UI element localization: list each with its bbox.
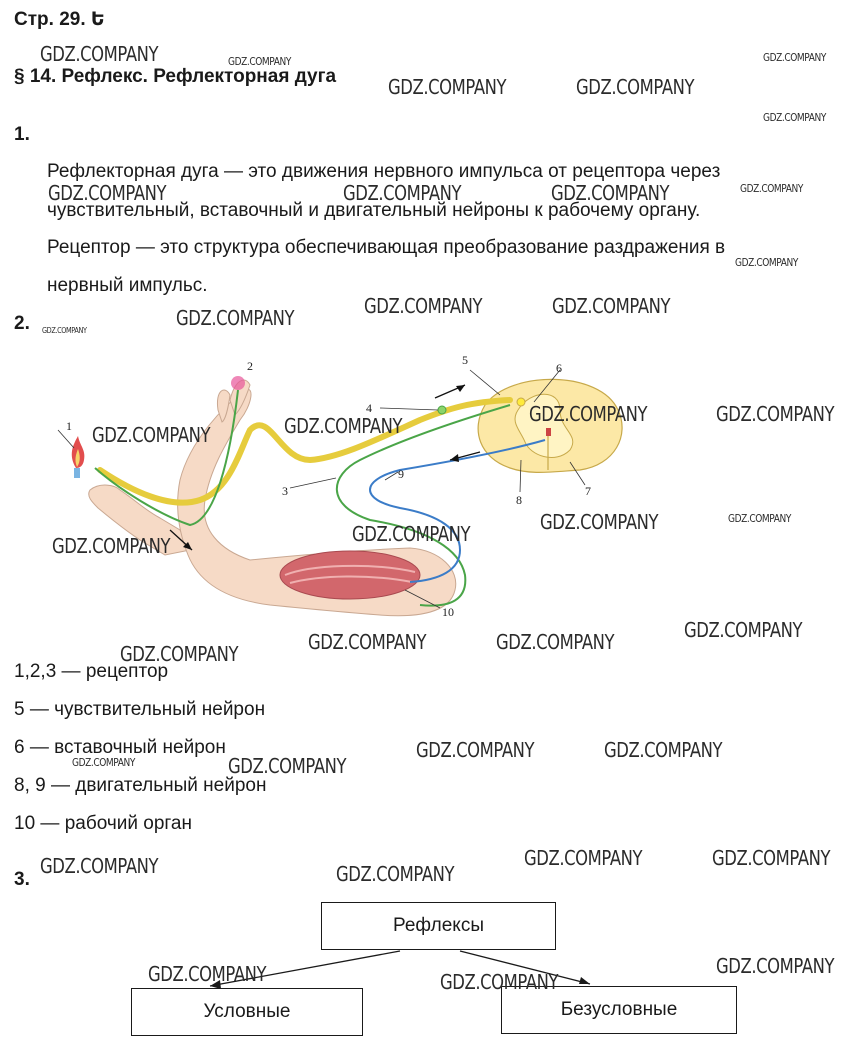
task-1-line-2: чувствительный, вставочный и двигательный нейроны к рабочему органу.	[47, 200, 701, 221]
task-1-line-3: Рецептор — это структура обеспечивающая преобразование раздражения в	[47, 237, 726, 258]
watermark: GDZ.COMPANY	[336, 862, 455, 886]
watermark: GDZ.COMPANY	[40, 854, 159, 878]
watermark: GDZ.COMPANY	[364, 294, 483, 318]
watermark: GDZ.COMPANY	[48, 181, 167, 205]
task-1-line-4: нервный импульс.	[47, 275, 208, 296]
watermark: GDZ.COMPANY	[496, 630, 615, 654]
watermark: GDZ.COMPANY	[308, 630, 427, 654]
watermark: GDZ.COMPANY	[524, 846, 643, 870]
watermark: GDZ.COMPANY	[740, 182, 803, 195]
watermark: GDZ.COMPANY	[552, 294, 671, 318]
answer-line-1: 1,2,3 — рецептор	[14, 661, 169, 682]
watermark: GDZ.COMPANY	[529, 402, 648, 426]
figure-label-5: 5	[462, 353, 468, 367]
watermark: GDZ.COMPANY	[440, 970, 559, 994]
figure-label-8: 8	[516, 493, 522, 507]
watermark: GDZ.COMPANY	[716, 402, 835, 426]
watermark: GDZ.COMPANY	[416, 738, 535, 762]
watermark: GDZ.COMPANY	[176, 306, 295, 330]
conditioned-reflexes-label: Условные	[203, 1001, 291, 1022]
watermark: GDZ.COMPANY	[604, 738, 723, 762]
task-2-number: 2.	[14, 313, 30, 334]
watermark: GDZ.COMPANY	[42, 326, 87, 335]
figure-label-2: 2	[247, 359, 253, 373]
figure-label-3: 3	[282, 484, 288, 498]
answer-line-2: 5 — чувствительный нейрон	[14, 699, 266, 720]
figure-label-6: 6	[556, 361, 562, 375]
watermark: GDZ.COMPANY	[763, 51, 826, 64]
watermark: GDZ.COMPANY	[72, 756, 135, 769]
watermark: GDZ.COMPANY	[735, 256, 798, 269]
watermark: GDZ.COMPANY	[684, 618, 803, 642]
watermark: GDZ.COMPANY	[284, 414, 403, 438]
watermark: GDZ.COMPANY	[148, 962, 267, 986]
watermark: GDZ.COMPANY	[228, 754, 347, 778]
watermark: GDZ.COMPANY	[712, 846, 831, 870]
page-reference: Стр. 29. Ե	[14, 9, 105, 30]
watermark: GDZ.COMPANY	[52, 534, 171, 558]
watermark: GDZ.COMPANY	[343, 181, 462, 205]
watermark: GDZ.COMPANY	[551, 181, 670, 205]
watermark: GDZ.COMPANY	[763, 111, 826, 124]
figure-label-9: 9	[398, 467, 404, 481]
answer-line-4: 8, 9 — двигательный нейрон	[14, 775, 267, 796]
figure-label-4: 4	[366, 401, 372, 415]
watermark: GDZ.COMPANY	[728, 512, 791, 525]
watermark: GDZ.COMPANY	[352, 522, 471, 546]
watermark: GDZ.COMPANY	[388, 75, 507, 99]
watermark: GDZ.COMPANY	[92, 423, 211, 447]
unconditioned-reflexes-label: Безусловные	[560, 999, 678, 1020]
watermark: GDZ.COMPANY	[228, 55, 291, 68]
figure-label-7: 7	[585, 484, 591, 498]
answer-line-5: 10 — рабочий орган	[14, 813, 192, 834]
task-1-line-1: Рефлекторная дуга — это движения нервного импульса от рецептора через	[47, 161, 721, 182]
watermark: GDZ.COMPANY	[40, 42, 159, 66]
task-3-number: 3.	[14, 869, 30, 890]
answer-line-3: 6 — вставочный нейрон	[14, 737, 226, 758]
section-title: § 14. Рефлекс. Рефлекторная дуга	[14, 66, 337, 87]
figure-label-1: 1	[66, 419, 72, 433]
watermark: GDZ.COMPANY	[576, 75, 695, 99]
watermark: GDZ.COMPANY	[540, 510, 659, 534]
watermark: GDZ.COMPANY	[716, 954, 835, 978]
task-1-number: 1.	[14, 124, 30, 145]
reflexes-root-label: Рефлексы	[393, 915, 484, 936]
figure-label-10: 10	[442, 605, 454, 619]
watermark: GDZ.COMPANY	[120, 642, 239, 666]
